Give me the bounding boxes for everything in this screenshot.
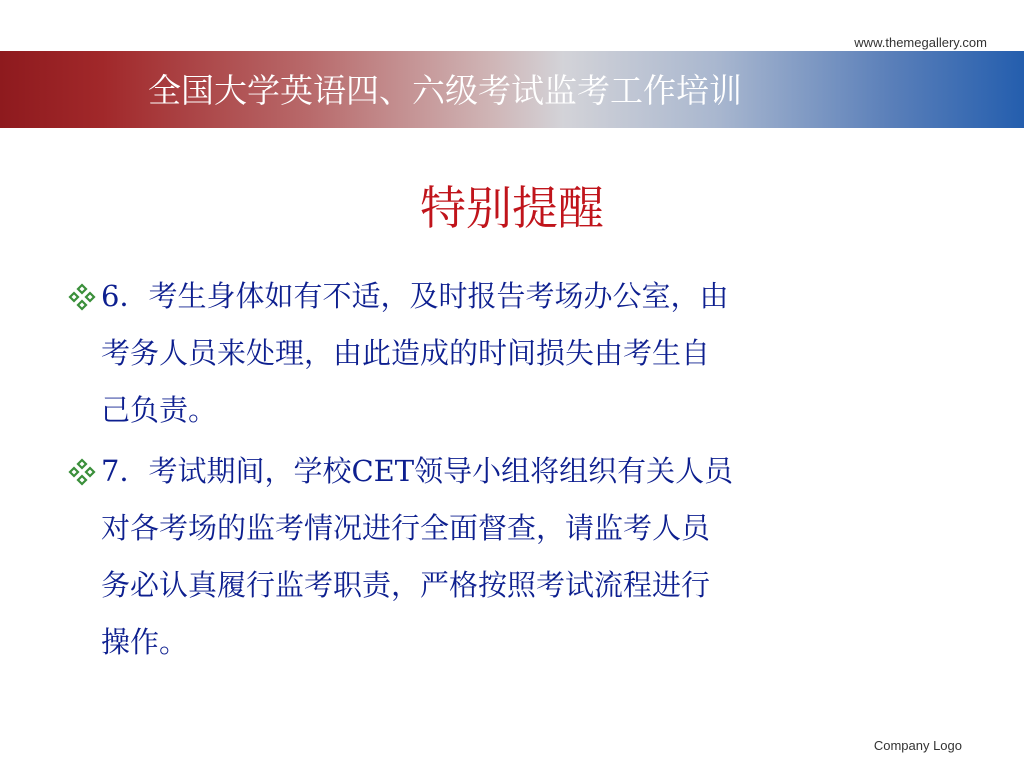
bullet-list (64, 268, 964, 675)
diamond-quad-bullet-icon (68, 283, 96, 311)
company-logo: Company Logo (873, 738, 962, 753)
bullet-line: 己负责。 (101, 393, 218, 427)
bullet-item (64, 443, 964, 671)
bullet-line: 务必认真履行监考职责，严格按照考试流程进行 (101, 568, 711, 602)
site-url[interactable]: www.themegallery.com (854, 35, 987, 50)
bullet-line: 操作。 (101, 625, 189, 659)
bullet-item (64, 268, 964, 439)
bullet-line: 6．考生身体如有不适，及时报告考场办公室，由 (101, 279, 729, 313)
bullet-line: 考务人员来处理，由此造成的时间损失由考生自 (101, 336, 711, 370)
bullet-line: 对各考场的监考情况进行全面督查，请监考人员 (101, 511, 711, 545)
title-bar (0, 51, 1024, 128)
slide-title: 全国大学英语四、六级考试监考工作培训 (148, 71, 742, 110)
slide-heading: 特别提醒 (420, 181, 604, 235)
bullet-line: 7．考试期间，学校CET领导小组将组织有关人员 (101, 454, 734, 488)
diamond-quad-bullet-icon (68, 458, 96, 486)
